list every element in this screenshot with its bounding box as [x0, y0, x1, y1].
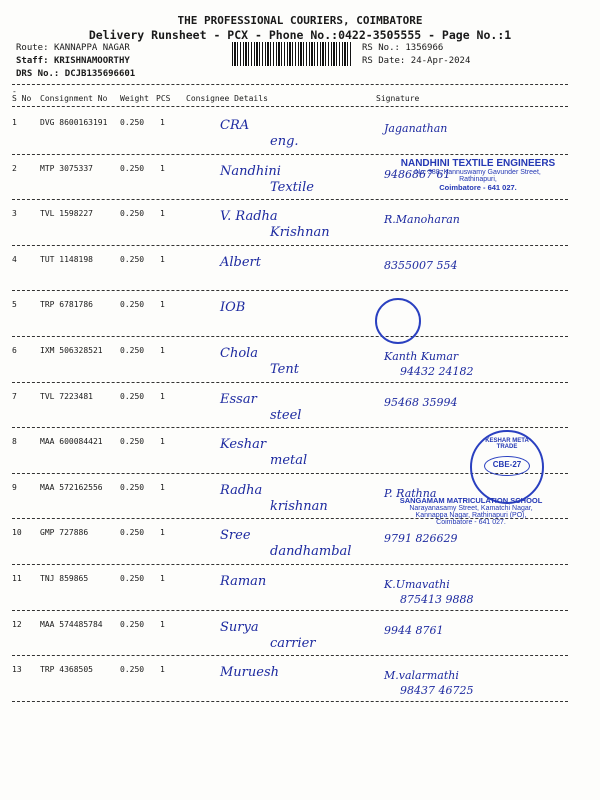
row-weight: 0.250 [120, 118, 145, 127]
route-value: KANNAPPA NAGAR [53, 43, 130, 53]
divider [12, 154, 568, 155]
consignee-handwriting-2: dandhambal [270, 544, 352, 560]
row-consignment-no: TRP 6781786 [40, 300, 93, 310]
row-pcs: 1 [160, 163, 165, 173]
round-seal [375, 298, 421, 344]
signature-phone: 94432 24182 [400, 365, 474, 378]
row-consignment-no: MTP 3075337 [40, 163, 93, 173]
row-sno: 4 [12, 254, 17, 264]
row-pcs: 1 [160, 482, 165, 492]
col-header-consignment: Consignment No [40, 94, 108, 103]
signature-handwriting: 9486867 61 [384, 167, 451, 181]
table-row [0, 520, 600, 565]
signature-handwriting: 8355007 554 [384, 258, 458, 272]
row-consignment-no: MAA 574485784 [40, 619, 103, 629]
divider [12, 564, 568, 565]
consignee-handwriting-2: Krishnan [270, 225, 330, 241]
divider [12, 610, 568, 611]
rs-no-value: 1356966 [405, 43, 444, 53]
row-weight: 0.250 [120, 346, 145, 355]
drs-value: DCJB135696601 [64, 69, 136, 79]
consignee-handwriting-1: V. Radha [220, 209, 278, 225]
row-pcs: 1 [160, 574, 165, 583]
row-consignment-no: TNJ 859865 [40, 574, 89, 583]
row-consignment-no: MAA 600084421 [40, 437, 103, 447]
consignee-handwriting-2: Tent [270, 362, 299, 377]
table-row [0, 657, 600, 702]
table-row [0, 566, 600, 611]
consignee-handwriting-1: Nandhini [220, 163, 281, 179]
consignee-handwriting-1: Essar [220, 391, 257, 407]
row-weight: 0.250 [120, 391, 145, 401]
signature-handwriting: K.Umavathi [384, 578, 450, 591]
school-stamp: SANGAMAM MATRICULATION SCHOOL Narayanasamy Street, Kamatchi Nagar, Kannappa Nagar, Rathinapuri (PO), Coimbatore - 641 027. [399, 496, 543, 526]
row-pcs: 1 [160, 118, 165, 127]
signature-handwriting: P. Rathna [384, 486, 437, 500]
row-consignment-no: DVG 8600163191 [40, 118, 108, 127]
divider [12, 199, 568, 200]
divider [12, 106, 568, 107]
consignee-handwriting-1: Chola [220, 346, 259, 361]
table-row [0, 110, 600, 155]
row-weight: 0.250 [120, 665, 145, 675]
row-sno: 11 [12, 574, 22, 583]
divider [12, 245, 568, 246]
divider [12, 655, 568, 656]
col-header-weight: Weight [120, 94, 149, 103]
nandhini-stamp: NANDHINI TEXTILE ENGINEERS No. 388, Kannuswamy Gavunder Street, Rathinapuri, Coimbatore - 641 027. [400, 158, 556, 192]
table-row [0, 338, 600, 383]
row-weight: 0.250 [120, 619, 145, 629]
row-sno: 6 [12, 346, 17, 355]
divider [12, 84, 568, 85]
table-row [0, 292, 600, 337]
row-consignment-no: MAA 572162556 [40, 482, 103, 492]
row-pcs: 1 [160, 437, 165, 447]
rs-no-line: RS No.: 1356966 [362, 43, 444, 53]
keshar-seal-text: KESHAR META TRADE [485, 438, 529, 450]
col-header-sno: S No [12, 94, 32, 103]
row-pcs: 1 [160, 209, 165, 219]
consignee-handwriting-2: metal [270, 453, 308, 469]
consignee-handwriting-1: Albert [220, 254, 261, 270]
row-sno: 9 [12, 482, 17, 492]
row-weight: 0.250 [120, 209, 145, 219]
table-row [0, 384, 600, 429]
table-row [0, 247, 600, 292]
row-consignment-no: TVL 1598227 [40, 209, 93, 219]
company-title: THE PROFESSIONAL COURIERS, COIMBATORE [177, 14, 423, 27]
rs-date-line: RS Date: 24-Apr-2024 [362, 56, 471, 66]
row-sno: 5 [12, 300, 17, 310]
row-sno: 3 [12, 209, 17, 219]
signature-phone: 98437 46725 [400, 684, 474, 698]
signature-handwriting: 9791 826629 [384, 532, 458, 546]
row-pcs: 1 [160, 254, 165, 264]
consignee-handwriting-2: carrier [270, 635, 316, 651]
signature-handwriting: R.Manoharan [384, 213, 460, 227]
signature-handwriting: Kanth Kumar [384, 350, 459, 363]
consignee-handwriting-1: Muruesh [220, 665, 280, 681]
route-line: Route: KANNAPPA NAGAR [16, 43, 130, 53]
runsheet-subtitle: Delivery Runsheet - PCX - Phone No.:0422-3505555 - Page No.:1 [88, 28, 512, 42]
keshar-seal [470, 430, 544, 504]
row-pcs: 1 [160, 346, 165, 355]
row-sno: 8 [12, 437, 17, 447]
consignee-handwriting-1: Keshar [220, 437, 267, 453]
row-weight: 0.250 [120, 300, 145, 310]
row-weight: 0.250 [120, 437, 145, 447]
staff-line: Staff: KRISHNAMOORTHY [16, 56, 130, 66]
signature-phone: 875413 9888 [400, 593, 474, 606]
divider [12, 382, 568, 383]
row-consignment-no: GMP 727886 [40, 528, 89, 538]
col-header-pcs: PCS [156, 94, 171, 103]
consignee-handwriting-1: IOB [220, 300, 246, 316]
row-pcs: 1 [160, 528, 165, 538]
table-row [0, 612, 600, 657]
row-sno: 2 [12, 163, 17, 173]
row-sno: 13 [12, 665, 22, 675]
barcode-image [232, 42, 352, 66]
row-weight: 0.250 [120, 482, 145, 492]
col-header-signature: Signature [376, 94, 420, 103]
signature-handwriting: 9944 8761 [384, 623, 444, 637]
row-consignment-no: TVL 7223481 [40, 391, 93, 401]
row-consignment-no: TUT 1148198 [40, 254, 93, 264]
drs-line: DRS No.: DCJB135696601 [16, 69, 136, 79]
row-pcs: 1 [160, 300, 165, 310]
divider [12, 427, 568, 428]
consignee-handwriting-1: Radha [220, 482, 263, 498]
row-consignment-no: IXM 506328521 [40, 346, 103, 355]
divider [12, 336, 568, 337]
row-weight: 0.250 [120, 528, 145, 538]
row-sno: 12 [12, 619, 22, 629]
consignee-handwriting-2: steel [270, 407, 302, 423]
consignee-handwriting-1: Raman [220, 574, 267, 589]
row-pcs: 1 [160, 391, 165, 401]
consignee-handwriting-2: Textile [270, 179, 314, 195]
table-row [0, 201, 600, 246]
row-weight: 0.250 [120, 574, 145, 583]
row-consignment-no: TRP 4368505 [40, 665, 93, 675]
row-weight: 0.250 [120, 254, 145, 264]
divider [12, 701, 568, 702]
consignee-handwriting-2: eng. [270, 134, 299, 149]
signature-handwriting: 95468 35994 [384, 395, 458, 409]
signature-handwriting: Jaganathan [384, 122, 448, 135]
row-weight: 0.250 [120, 163, 145, 173]
rs-date-value: 24-Apr-2024 [410, 56, 471, 66]
row-pcs: 1 [160, 619, 165, 629]
consignee-handwriting-1: Sree [220, 528, 251, 544]
consignee-handwriting-1: Surya [220, 619, 259, 635]
row-sno: 7 [12, 391, 17, 401]
consignee-handwriting-1: CRA [220, 118, 250, 133]
col-marker: - [12, 87, 17, 96]
row-sno: 1 [12, 118, 17, 127]
staff-value: KRISHNAMOORTHY [53, 56, 130, 66]
divider [12, 290, 568, 291]
row-sno: 10 [12, 528, 22, 538]
cbe-oval: CBE-27 [484, 456, 530, 476]
row-pcs: 1 [160, 665, 165, 675]
consignee-handwriting-2: krishnan [270, 498, 328, 514]
signature-handwriting: M.valarmathi [384, 669, 459, 683]
col-header-details: Consignee Details [186, 94, 268, 103]
